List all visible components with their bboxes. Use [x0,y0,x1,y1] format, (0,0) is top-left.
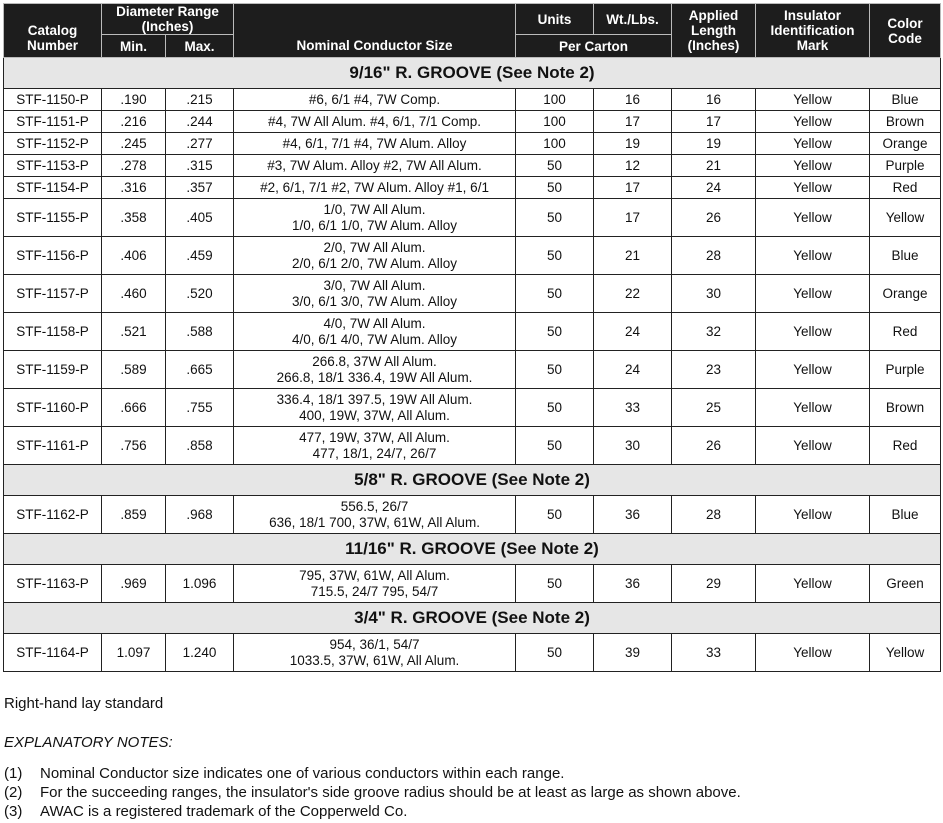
weight-lbs: 21 [594,237,672,275]
insulator-mark: Yellow [756,199,870,237]
catalog-number: STF-1157-P [4,275,102,313]
conductor-size [234,155,516,177]
header-units: Units [516,4,594,35]
note-item [4,802,741,821]
conductor-size [234,177,516,199]
insulator-mark: Yellow [756,427,870,465]
conductor-size [234,275,516,313]
insulator-mark: Yellow [756,89,870,111]
table-row [4,496,941,534]
note-number: (3) [4,803,23,820]
conductor-size-line: 477, 19W, 37W, All Alum. [299,429,450,445]
diameter-min: 1.097 [102,634,166,672]
conductor-size [234,634,516,672]
insulator-mark: Yellow [756,389,870,427]
units-per-carton: 50 [516,496,594,534]
diameter-max: .215 [166,89,234,111]
color-code: Blue [870,496,941,534]
conductor-size-line: 556.5, 26/7 [340,498,409,514]
applied-length: 32 [672,313,756,351]
weight-lbs: 30 [594,427,672,465]
catalog-number: STF-1158-P [4,313,102,351]
header-min: Min. [102,35,166,58]
weight-lbs: 17 [594,177,672,199]
table-row [4,111,941,133]
conductor-size-line: 795, 37W, 61W, All Alum. [299,567,450,583]
diameter-max: .277 [166,133,234,155]
header-applied: Applied Length (Inches) [672,4,756,58]
note-number: (2) [4,784,23,801]
insulator-mark: Yellow [756,275,870,313]
color-code: Red [870,313,941,351]
diameter-max: .244 [166,111,234,133]
weight-lbs: 33 [594,389,672,427]
section-header [4,603,941,634]
header-catalog: Catalog Number [4,4,102,58]
note-item [4,783,741,802]
conductor-size-line: #3, 7W Alum. Alloy #2, 7W All Alum. [267,157,482,173]
conductor-size-line: #4, 7W All Alum. #4, 6/1, 7/1 Comp. [267,113,482,129]
catalog-number: STF-1150-P [4,89,102,111]
color-code: Brown [870,389,941,427]
diameter-max: .357 [166,177,234,199]
conductor-size [234,565,516,603]
conductor-size-line: 336.4, 18/1 397.5, 19W All Alum. [276,391,473,407]
section-title: 11/16" R. GROOVE (See Note 2) [4,534,941,565]
diameter-max: .665 [166,351,234,389]
applied-length: 24 [672,177,756,199]
insulator-mark: Yellow [756,177,870,199]
diameter-min: .460 [102,275,166,313]
units-per-carton: 50 [516,199,594,237]
units-per-carton: 50 [516,389,594,427]
note-item [4,764,741,783]
conductor-size-line: 2/0, 7W All Alum. [323,239,426,255]
conductor-size [234,313,516,351]
catalog-number: STF-1164-P [4,634,102,672]
conductor-size-line: 1/0, 7W All Alum. [323,201,426,217]
diameter-max: 1.096 [166,565,234,603]
table-row [4,313,941,351]
table-row [4,634,941,672]
catalog-number: STF-1156-P [4,237,102,275]
color-code: Blue [870,89,941,111]
insulator-mark: Yellow [756,351,870,389]
applied-length: 16 [672,89,756,111]
conductor-size-line: 715.5, 24/7 795, 54/7 [310,583,439,599]
table-row [4,89,941,111]
units-per-carton: 50 [516,177,594,199]
header-weight: Wt./Lbs. [594,4,672,35]
color-code: Red [870,177,941,199]
catalog-number: STF-1152-P [4,133,102,155]
units-per-carton: 50 [516,275,594,313]
standard-note: Right-hand lay standard [4,695,164,712]
catalog-number: STF-1161-P [4,427,102,465]
notes-list [4,764,741,821]
diameter-min: .216 [102,111,166,133]
conductor-size-line: 2/0, 6/1 2/0, 7W Alum. Alloy [291,255,458,271]
catalog-number: STF-1153-P [4,155,102,177]
color-code: Brown [870,111,941,133]
insulator-mark: Yellow [756,565,870,603]
conductor-size-line: #4, 6/1, 7/1 #4, 7W Alum. Alloy [282,135,467,151]
note-text: Nominal Conductor size indicates one of various conductors within each range. [40,765,565,782]
conductor-size [234,89,516,111]
catalog-number: STF-1154-P [4,177,102,199]
weight-lbs: 17 [594,199,672,237]
diameter-max: .755 [166,389,234,427]
conductor-size [234,199,516,237]
weight-lbs: 12 [594,155,672,177]
units-per-carton: 50 [516,155,594,177]
units-per-carton: 100 [516,111,594,133]
conductor-size-line: 4/0, 6/1 4/0, 7W Alum. Alloy [291,331,458,347]
diameter-max: .315 [166,155,234,177]
diameter-min: .666 [102,389,166,427]
applied-length: 23 [672,351,756,389]
color-code: Red [870,427,941,465]
diameter-min: .278 [102,155,166,177]
diameter-max: 1.240 [166,634,234,672]
conductor-size-line: 400, 19W, 37W, All Alum. [299,407,450,423]
units-per-carton: 50 [516,427,594,465]
diameter-max: .520 [166,275,234,313]
table-row [4,177,941,199]
insulator-mark: Yellow [756,313,870,351]
conductor-size [234,133,516,155]
applied-length: 26 [672,427,756,465]
header-diameter: Diameter Range (Inches) [102,4,234,35]
section-title: 9/16" R. GROOVE (See Note 2) [4,58,941,89]
table-row [4,389,941,427]
table-row [4,155,941,177]
section-title: 3/4" R. GROOVE (See Note 2) [4,603,941,634]
insulator-mark: Yellow [756,111,870,133]
section-header [4,465,941,496]
color-code: Yellow [870,634,941,672]
conductor-size [234,351,516,389]
insulator-mark: Yellow [756,155,870,177]
table-row [4,427,941,465]
conductor-size-line: #6, 6/1 #4, 7W Comp. [308,91,441,107]
insulator-mark: Yellow [756,133,870,155]
weight-lbs: 36 [594,565,672,603]
section-title: 5/8" R. GROOVE (See Note 2) [4,465,941,496]
diameter-min: .521 [102,313,166,351]
color-code: Purple [870,351,941,389]
header-per-carton: Per Carton [516,35,672,58]
notes-title: EXPLANATORY NOTES: [4,734,173,751]
diameter-max: .405 [166,199,234,237]
units-per-carton: 100 [516,133,594,155]
color-code: Blue [870,237,941,275]
table-row [4,565,941,603]
insulator-mark: Yellow [756,237,870,275]
catalog-number: STF-1155-P [4,199,102,237]
color-code: Purple [870,155,941,177]
conductor-size [234,427,516,465]
applied-length: 28 [672,237,756,275]
catalog-number: STF-1163-P [4,565,102,603]
diameter-max: .459 [166,237,234,275]
insulator-mark: Yellow [756,496,870,534]
conductor-size-line: 4/0, 7W All Alum. [323,315,426,331]
note-text: AWAC is a registered trademark of the Copperweld Co. [40,803,408,820]
catalog-number: STF-1159-P [4,351,102,389]
diameter-min: .245 [102,133,166,155]
conductor-size [234,389,516,427]
applied-length: 21 [672,155,756,177]
header-color: Color Code [870,4,941,58]
color-code: Yellow [870,199,941,237]
catalog-number: STF-1151-P [4,111,102,133]
conductor-size [234,237,516,275]
units-per-carton: 50 [516,634,594,672]
applied-length: 33 [672,634,756,672]
conductor-size-line: 1/0, 6/1 1/0, 7W Alum. Alloy [291,217,458,233]
conductor-size-line: 636, 18/1 700, 37W, 61W, All Alum. [269,514,480,530]
units-per-carton: 50 [516,313,594,351]
diameter-min: .190 [102,89,166,111]
weight-lbs: 36 [594,496,672,534]
units-per-carton: 100 [516,89,594,111]
applied-length: 29 [672,565,756,603]
conductor-size-line: 1033.5, 37W, 61W, All Alum. [289,652,460,668]
applied-length: 17 [672,111,756,133]
table-row [4,351,941,389]
weight-lbs: 24 [594,351,672,389]
table-row [4,199,941,237]
header-nominal: Nominal Conductor Size [234,4,516,58]
catalog-number: STF-1162-P [4,496,102,534]
diameter-min: .406 [102,237,166,275]
insulator-mark: Yellow [756,634,870,672]
diameter-min: .969 [102,565,166,603]
weight-lbs: 16 [594,89,672,111]
units-per-carton: 50 [516,351,594,389]
note-text: For the succeeding ranges, the insulator's side groove radius should be at least as large as shown above. [40,784,741,801]
units-per-carton: 50 [516,565,594,603]
color-code: Green [870,565,941,603]
applied-length: 30 [672,275,756,313]
note-number: (1) [4,765,23,782]
diameter-max: .588 [166,313,234,351]
conductor-size [234,496,516,534]
diameter-min: .756 [102,427,166,465]
conductor-size-line: 477, 18/1, 24/7, 26/7 [312,445,437,461]
section-header [4,58,941,89]
applied-length: 28 [672,496,756,534]
diameter-min: .589 [102,351,166,389]
conductor-size-line: 266.8, 18/1 336.4, 19W All Alum. [276,369,473,385]
catalog-number: STF-1160-P [4,389,102,427]
spec-table [3,3,941,672]
conductor-size-line: 3/0, 7W All Alum. [323,277,426,293]
weight-lbs: 24 [594,313,672,351]
diameter-min: .316 [102,177,166,199]
weight-lbs: 19 [594,133,672,155]
applied-length: 19 [672,133,756,155]
header-insulator: Insulator Identification Mark [756,4,870,58]
table-row [4,133,941,155]
color-code: Orange [870,275,941,313]
conductor-size-line: #2, 6/1, 7/1 #2, 7W Alum. Alloy #1, 6/1 [260,179,489,195]
header-max: Max. [166,35,234,58]
conductor-size [234,111,516,133]
conductor-size-line: 954, 36/1, 54/7 [329,636,420,652]
diameter-min: .859 [102,496,166,534]
weight-lbs: 22 [594,275,672,313]
diameter-max: .968 [166,496,234,534]
weight-lbs: 17 [594,111,672,133]
table-row [4,275,941,313]
applied-length: 26 [672,199,756,237]
weight-lbs: 39 [594,634,672,672]
section-header [4,534,941,565]
applied-length: 25 [672,389,756,427]
diameter-min: .358 [102,199,166,237]
conductor-size-line: 266.8, 37W All Alum. [312,353,437,369]
table-row [4,237,941,275]
units-per-carton: 50 [516,237,594,275]
diameter-max: .858 [166,427,234,465]
color-code: Orange [870,133,941,155]
conductor-size-line: 3/0, 6/1 3/0, 7W Alum. Alloy [291,293,458,309]
